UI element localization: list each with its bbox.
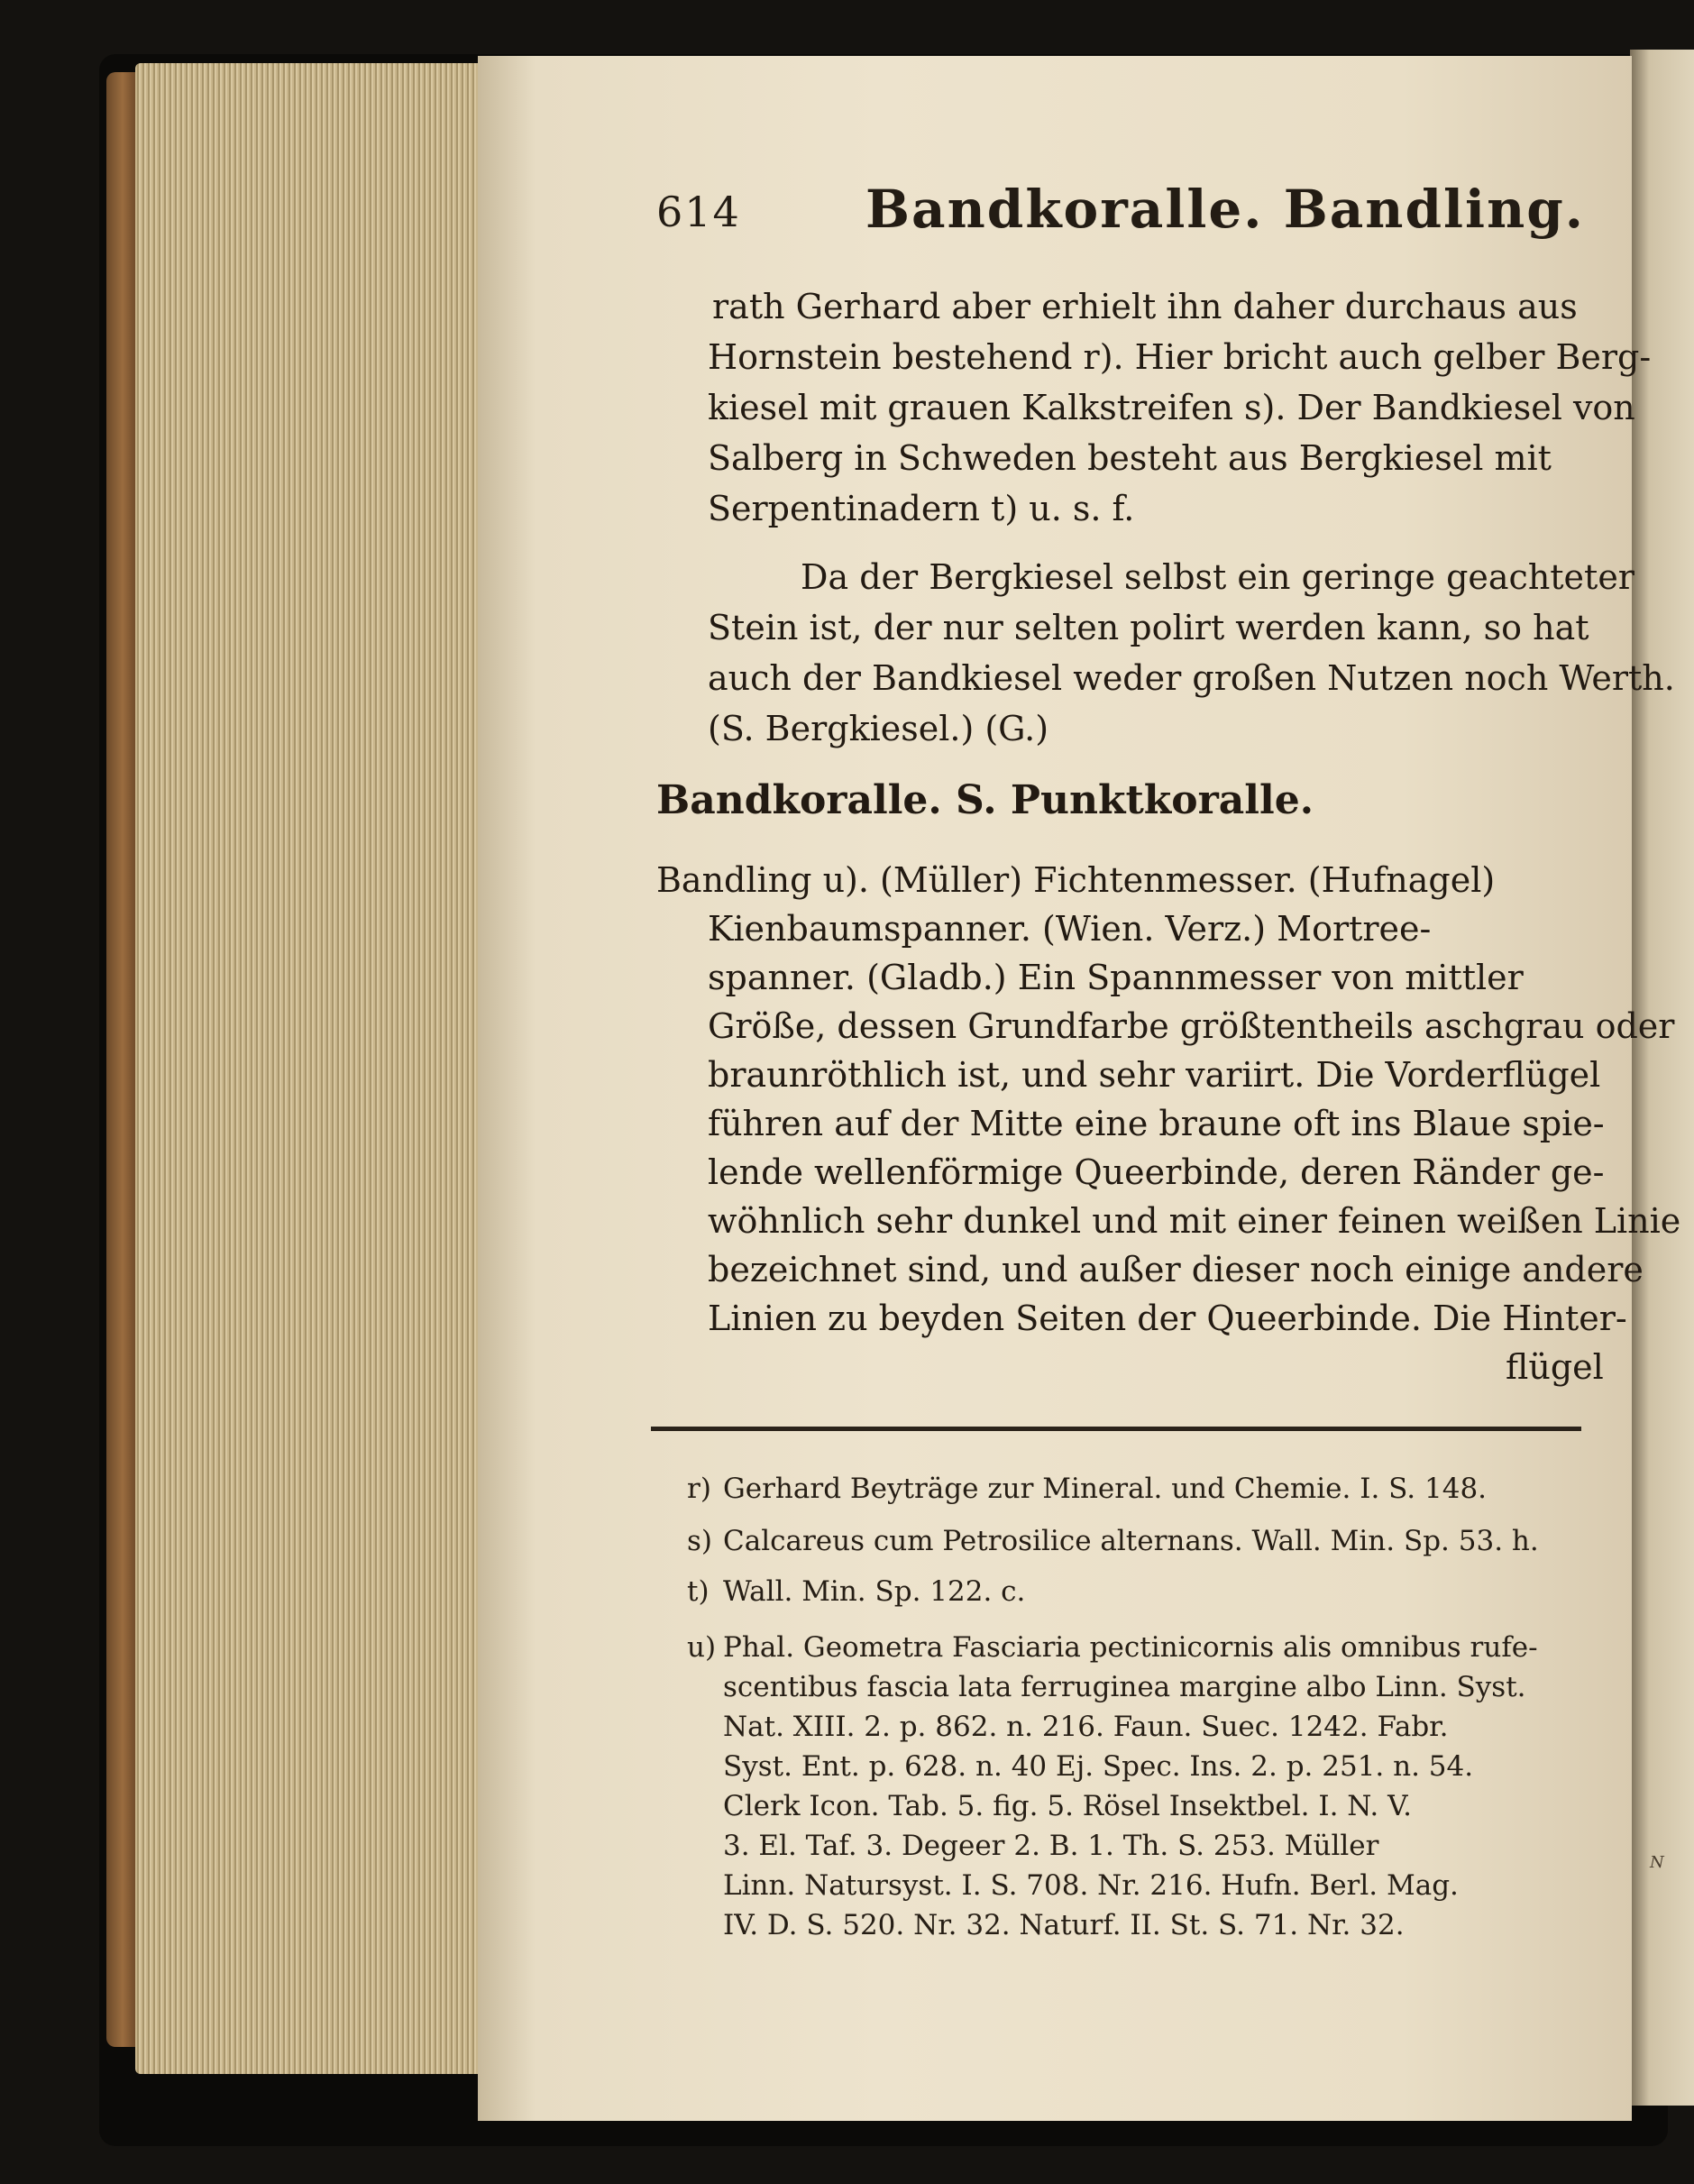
body-line: (S. Bergkiesel.) (G.) <box>708 709 1049 748</box>
entry-bandling: Bandling u). (Müller) Fichtenmesser. (Hufnagel) <box>656 860 1496 900</box>
body-line: führen auf der Mitte eine braune oft ins Blaue spie- <box>708 1104 1605 1143</box>
body-line: Linien zu beyden Seiten der Queerbinde. Die Hinter- <box>708 1298 1627 1338</box>
body-line: auch der Bandkiesel weder großen Nutzen noch Werth. <box>708 658 1675 698</box>
footnote-u-line: Clerk Icon. Tab. 5. fig. 5. Rösel Insektbel. I. N. V. <box>723 1790 1412 1822</box>
footnote-u-line: Nat. XIII. 2. p. 862. n. 216. Faun. Suec. 1242. Fabr. <box>723 1711 1449 1743</box>
body-line: Da der Bergkiesel selbst ein geringe geachteter <box>801 557 1634 597</box>
footnote-rule <box>651 1427 1581 1431</box>
body-line: Stein ist, der nur selten polirt werden kann, so hat <box>708 608 1589 647</box>
body-line: Serpentinadern t) u. s. f. <box>708 489 1135 528</box>
footnote-u-line: IV. D. S. 520. Nr. 32. Naturf. II. St. S. 71. Nr. 32. <box>723 1909 1405 1941</box>
body-line: Hornstein bestehend r). Hier bricht auch gelber Berg- <box>708 337 1652 377</box>
entry-bandkoralle: Bandkoralle. S. Punktkoralle. <box>656 777 1314 823</box>
body-line: lende wellenförmige Queerbinde, deren Ränder ge- <box>708 1152 1605 1192</box>
footnote-mark: u) <box>687 1631 717 1664</box>
footnote-u-line: 3. El. Taf. 3. Degeer 2. B. 1. Th. S. 253. Müller <box>723 1830 1379 1862</box>
footnote-u-line: Linn. Natursyst. I. S. 708. Nr. 216. Hufn. Berl. Mag. <box>723 1869 1459 1902</box>
page-number: 614 <box>656 188 741 236</box>
footnote-mark: s) <box>687 1525 713 1557</box>
footnote-u-line: Syst. Ent. p. 628. n. 40 Ej. Spec. Ins. 2. p. 251. n. 54. <box>723 1750 1474 1783</box>
body-line: rath Gerhard aber erhielt ihn daher durchaus aus <box>712 287 1578 326</box>
body-line: kiesel mit grauen Kalkstreifen s). Der Bandkiesel von <box>708 388 1635 427</box>
footnote-text: Gerhard Beyträge zur Mineral. und Chemie. I. S. 148. <box>723 1473 1488 1505</box>
footnote-r <box>687 1472 1487 1506</box>
footnote-t <box>687 1574 1025 1609</box>
footnote-mark: r) <box>687 1473 711 1505</box>
footnote-text: Phal. Geometra Fasciaria pectinicornis alis omnibus rufe- <box>723 1631 1538 1664</box>
body-line: Salberg in Schweden besteht aus Bergkiesel mit <box>708 438 1552 478</box>
footnote-u-line: scentibus fascia lata ferruginea margine albo Linn. Syst. <box>723 1671 1526 1703</box>
page-edges <box>135 63 487 2074</box>
catchword: flügel <box>1506 1347 1604 1387</box>
body-line: braunröthlich ist, und sehr variirt. Die Vorderflügel <box>708 1055 1601 1095</box>
running-head: Bandkoralle. Bandling. <box>865 179 1585 240</box>
footnote-text: Calcareus cum Petrosilice alternans. Wall. Min. Sp. 53. h. <box>723 1525 1539 1557</box>
body-line: bezeichnet sind, und außer dieser noch einige andere <box>708 1250 1644 1289</box>
body-line: spanner. (Gladb.) Ein Spannmesser von mittler <box>708 958 1524 997</box>
next-page-fragment: N <box>1650 1853 1664 1872</box>
footnote-text: Wall. Min. Sp. 122. c. <box>723 1575 1026 1608</box>
body-line: Größe, dessen Grundfarbe größtentheils aschgrau oder <box>708 1006 1675 1046</box>
footnote-u <box>687 1630 1538 1665</box>
body-line: wöhnlich sehr dunkel und mit einer feinen weißen Linie <box>708 1201 1681 1241</box>
footnote-mark: t) <box>687 1575 710 1608</box>
body-line: Kienbaumspanner. (Wien. Verz.) Mortree- <box>708 909 1432 949</box>
footnote-s <box>687 1524 1539 1558</box>
